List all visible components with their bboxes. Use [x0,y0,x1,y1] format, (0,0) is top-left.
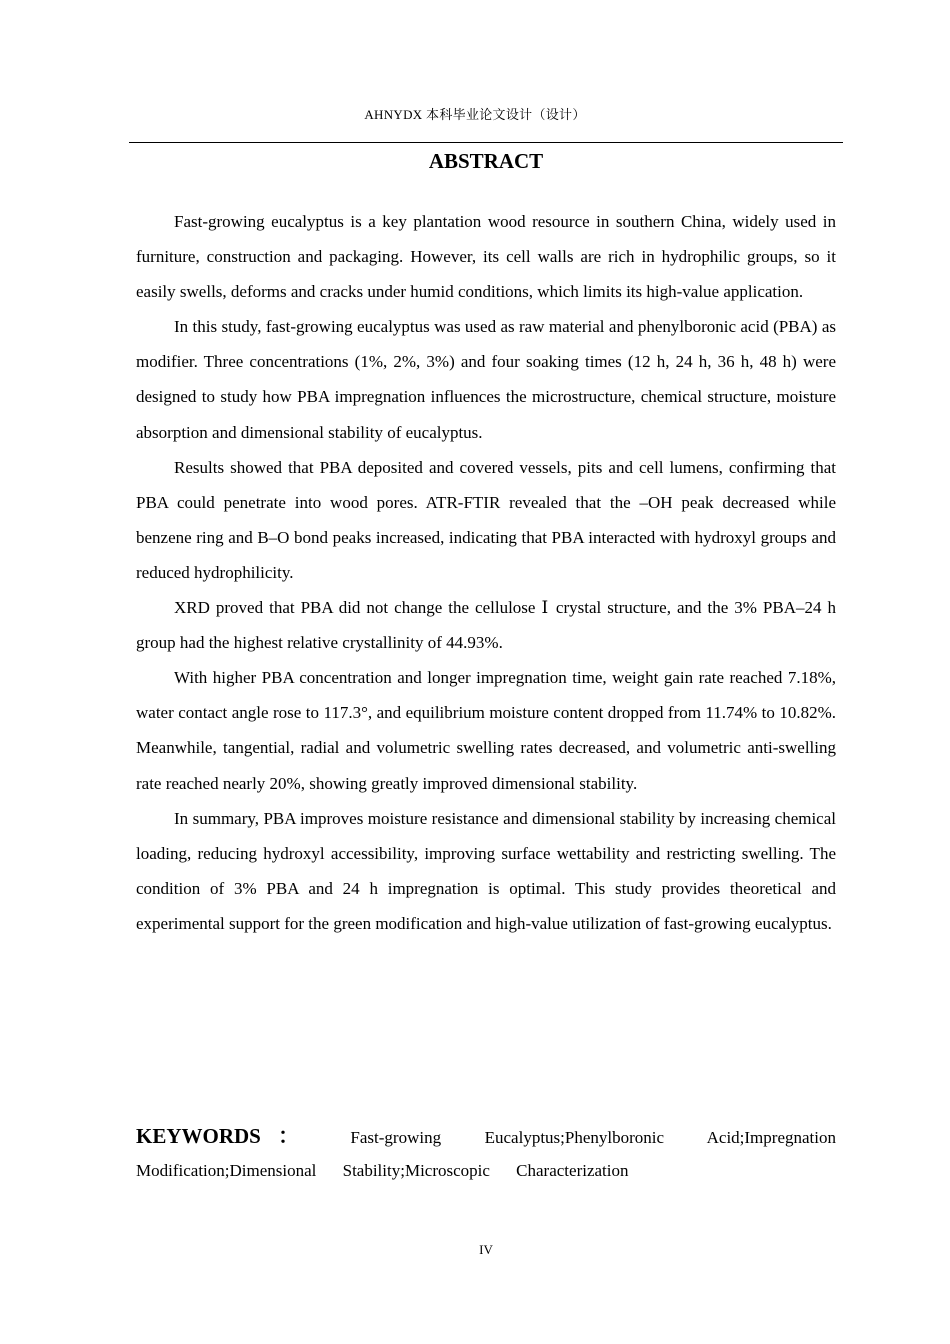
keywords-section [136,1120,836,1187]
abstract-paragraph-1: Fast-growing eucalyptus is a key plantation wood resource in southern China, widely used in furniture, construction and packaging. However, its cell walls are rich in hydrophilic groups, so it easily swells, deforms and cracks under humid conditions, which limits its high-value application. [136,212,836,302]
abstract-title: ABSTRACT [428,149,544,173]
abstract-paragraph-2: In this study, fast-growing eucalyptus was used as raw material and phenylboronic acid (PBA) as modifier. Three concentrations (1%, 2%, 3%) and four soaking times (12 h, 24 h, 36 h, 48 h) were designed to study how PBA impregnation influences the microstructure, chemical structure, moisture absorption and dimensional stability of eucalyptus. [136,317,836,442]
abstract-paragraph-5: With higher PBA concentration and longer impregnation time, weight gain rate reached 7.18%, water contact angle rose to 117.3°, and equilibrium moisture content dropped from 11.74% to 10.82%. Meanwhile, tangential, radial and volumetric swelling rates decreased, and volumetric anti-swelling rate reached nearly 20%, showing greatly improved dimensional stability. [136,668,836,793]
header-rule [129,142,843,143]
running-header: AHNYDX 本科毕业论文设计（设计） [364,107,586,122]
abstract-paragraph-4: XRD proved that PBA did not change the cellulose Ⅰ crystal structure, and the 3% PBA–24 h group had the highest relative crystallinity of 44.93%. [136,598,836,653]
abstract-paragraph-6: In summary, PBA improves moisture resistance and dimensional stability by increasing chemical loading, reducing hydroxyl accessibility, improving surface wettability and restricting swelling. The condition of 3% PBA and 24 h impregnation is optimal. This study provides theoretical and experimental support for the green modification and high-value utilization of fast-growing eucalyptus. [136,808,836,933]
page-number: IV [479,1242,493,1257]
abstract-body [136,204,836,941]
keywords-label: KEYWORDS： [136,1124,317,1148]
keywords-values: Fast-growing Eucalyptus;Phenylboronic Acid;Impregnation Modification;Dimensional Stability;Microscopic Characterization [136,1128,836,1180]
abstract-paragraph-3: Results showed that PBA deposited and covered vessels, pits and cell lumens, confirming that PBA could penetrate into wood pores. ATR-FTIR revealed that the –OH peak decreased while benzene ring and B–O bond peaks increased, indicating that PBA interacted with hydroxyl groups and reduced hydrophilicity. [136,457,836,582]
